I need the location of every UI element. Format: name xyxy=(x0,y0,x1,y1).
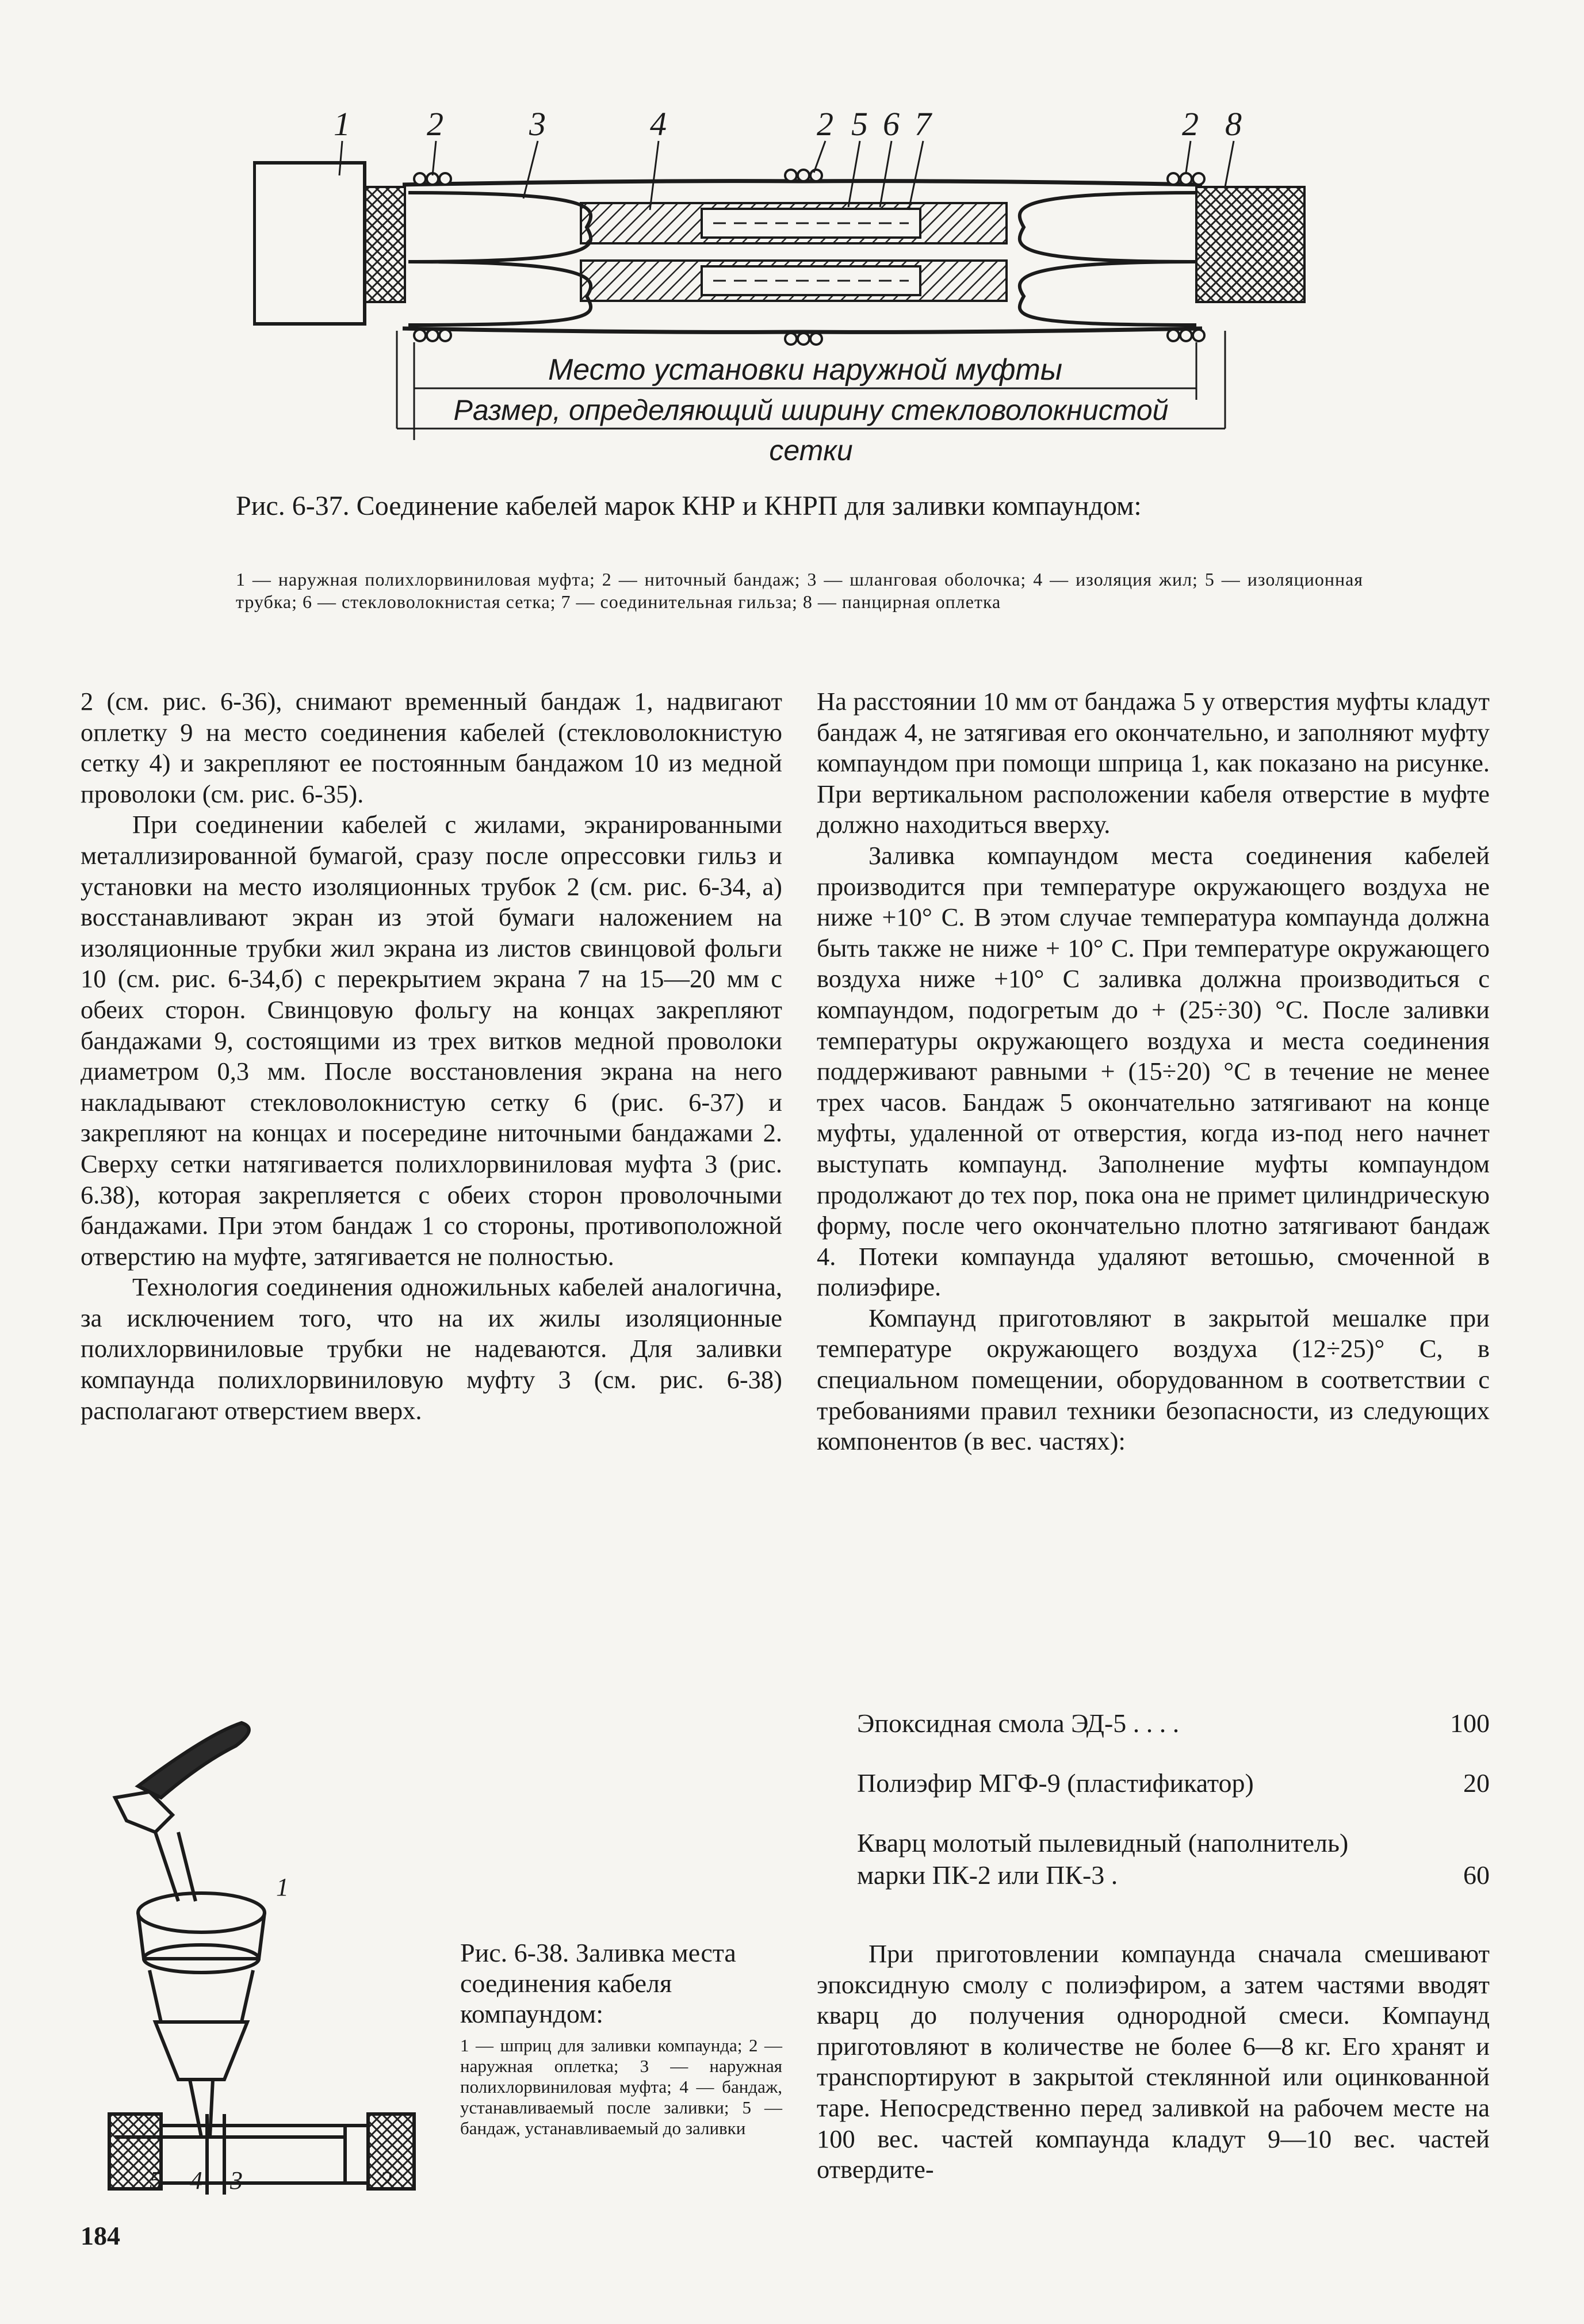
recipe-qty: 100 xyxy=(1450,1708,1490,1738)
callout-2: 2 xyxy=(427,106,443,143)
figure-cable-joint-diagram xyxy=(253,106,1306,475)
syringe-nozzle xyxy=(155,2022,247,2080)
left-column xyxy=(81,686,782,1426)
hose-sheath-right xyxy=(1020,193,1196,325)
figure-6-37-caption: Рис. 6-37. Соединение кабелей марок КНР и КНРП для заливки компаундом: xyxy=(236,491,1142,521)
callout-3: 3 xyxy=(529,106,546,143)
figure-syringe-filling-diagram xyxy=(92,1700,437,2195)
recipe-name: Полиэфир МГФ-9 (пластификатор) xyxy=(857,1768,1254,1798)
recipe-qty: 60 xyxy=(1463,1860,1490,1890)
armor-braid-left xyxy=(365,187,405,302)
callout-7: 7 xyxy=(915,106,931,143)
recipe-item xyxy=(817,1827,1490,1891)
dimension-label-sleeve: Место установки наружной муфты xyxy=(548,353,1063,387)
right-column xyxy=(817,686,1490,1457)
callout-1: 1 xyxy=(276,1873,289,1901)
recipe-item xyxy=(857,1707,1490,1740)
callout-1: 1 xyxy=(334,106,350,143)
paragraph: Заливка компаундом места соединения кабелей производится при температуре окружающего воздуха не ниже +10° С. В этом случае температура компаунда должна быть также не ниже + 10° С. При температуре окружающего воздуха ниже +10° С заливка должна производиться с компаундом, подогретым до + (25÷30) °С. После заливки температуры окружающего воздуха и места соединения поддерживают равными + (15÷20) °С в течение не менее трех часов. Бандаж 5 окончательно затягивают на конце муфты, удаленной от отверстия, когда из-под него начнет выступать компаунд. Заполнение муфты компаундом продолжают до тех пор, пока она не примет цилиндрическую форму, после чего окончательно плотно затягивают бандаж 4. Потеки компаунда удаляют ветошью, смоченной в полиэфире. xyxy=(817,840,1490,1302)
paragraph: При соединении кабелей с жилами, экранированными металлизированной бумагой, сразу после опрессовки гильз и установки на место изоляционных трубок 2 (см. рис. 6-34, а) восстанавливают экран из этой бумаги наложением на изоляционные трубки жил экрана из листов свинцовой фольги 10 (см. рис. 6-34,б) с перекрытием экрана 7 на 15—20 мм с обеих сторон. Свинцовую фольгу на концах закрепляют бандажами 9, состоящими из трех витков медной проволоки диаметром 0,3 мм. После восстановления экрана на него накладывают стекловолокнистую сетку 6 (рис. 6-37) и закрепляют на концах и посередине ниточными бандажами 2. Сверху сетки натягивается полихлорвиниловая муфта 3 (рис. 6.38), которая закрепляется с обеих сторон проволочными бандажами. При этом бандаж 1 со стороны, противоположной отверстию на муфте, затягивается не полностью. xyxy=(81,810,782,1271)
hose-sheath-left xyxy=(408,193,591,325)
callout-4: 4 xyxy=(190,2166,202,2195)
callout-6: 6 xyxy=(883,106,900,143)
syringe-handle xyxy=(138,1723,249,1798)
callout-2: 2 xyxy=(1182,106,1199,143)
syringe-body xyxy=(138,1893,265,1932)
dimension-label-mesh: Размер, определяющий ширину стекловолокнистой xyxy=(453,394,1169,426)
paragraph: 2 (см. рис. 6-36), снимают временный бандаж 1, надвигают оплетку 9 на место соединения кабелей (стекловолокнистую сетку 4) и закрепляют ее постоянным бандажом 10 из медной проволоки (см. рис. 6-35). xyxy=(81,687,782,808)
figure-6-38-caption: Рис. 6-38. Заливка места соединения кабеля компаундом: xyxy=(460,1938,736,2028)
figure-6-38-legend: 1 — шприц для заливки компаунда; 2 — наружная оплетка; 3 — наружная полихлорвиниловая муфта; 4 — бандаж, устанавливаемый после заливки; 5 — бандаж, устанавливаемый до заливки xyxy=(460,2035,782,2138)
end-block xyxy=(254,163,365,324)
callout-5: 5 xyxy=(851,106,868,143)
syringe-lever xyxy=(115,1792,173,1832)
paragraph: Компаунд приготовляют в закрытой мешалке при температуре окружающего воздуха (12÷25)° С, в специальном помещении, оборудованном в соответствии с требованиями правил техники безопасности, из следующих компонентов (в вес. частях): xyxy=(817,1303,1490,1456)
paragraph: Технология соединения одножильных кабелей аналогична, за исключением того, что на их жилы изоляционные полихлорвиниловые трубки не надеваются. Для заливки компаунда полихлорвиниловую муфту 3 (см. рис. 6-38) располагают отверстием вверх. xyxy=(81,1272,782,1425)
callout-4: 4 xyxy=(650,106,667,143)
figure-6-37-legend: 1 — наружная полихлорвиниловая муфта; 2 — ниточный бандаж; 3 — шланговая оболочка; 4 — изоляция жил; 5 — изоляционная трубка; 6 — стекловолокнистая сетка; 7 — соединительная гильза; 8 — панцирная оплетка xyxy=(236,569,1363,612)
right-column-continued xyxy=(817,1939,1490,2185)
recipe-item xyxy=(857,1767,1490,1799)
callout-5: 5 xyxy=(150,2166,162,2195)
recipe-qty: 20 xyxy=(1463,1768,1490,1798)
paragraph: При приготовлении компаунда сначала смешивают эпоксидную смолу с полиэфиром, а затем частями вводят кварц до получения однородной смеси. Компаунд приготовляют в количестве не более 6—8 кг. Его хранят и транспортируют в закрытой стеклянной или оцинкованной таре. Непосредственно перед заливкой на рабочем месте на 100 вес. частей компаунда кладут 9—10 вес. частей отвердите- xyxy=(817,1939,1490,2184)
dimension-label-mesh-2: сетки xyxy=(769,434,853,467)
page-number: 184 xyxy=(81,2221,120,2250)
callout-8: 8 xyxy=(1225,106,1242,143)
armor-braid-right xyxy=(1196,187,1304,302)
compound-recipe xyxy=(817,1707,1490,1891)
callout-2: 2 xyxy=(817,106,833,143)
recipe-name: Эпоксидная смола ЭД-5 . . . . xyxy=(857,1708,1180,1738)
paragraph: На расстоянии 10 мм от бандажа 5 у отверстия муфты кладут бандаж 4, не затягивая его окончательно, и заполняют муфту компаундом при помощи шприца 1, как показано на рисунке. При вертикальном расположении кабеля отверстие в муфте должно находиться вверху. xyxy=(817,687,1490,839)
callout-3: 3 xyxy=(230,2166,243,2195)
recipe-name: Кварц молотый пылевидный (наполнитель) марки ПК-2 или ПК-3 . xyxy=(857,1828,1349,1890)
callout-2: 2 xyxy=(380,2166,392,2195)
